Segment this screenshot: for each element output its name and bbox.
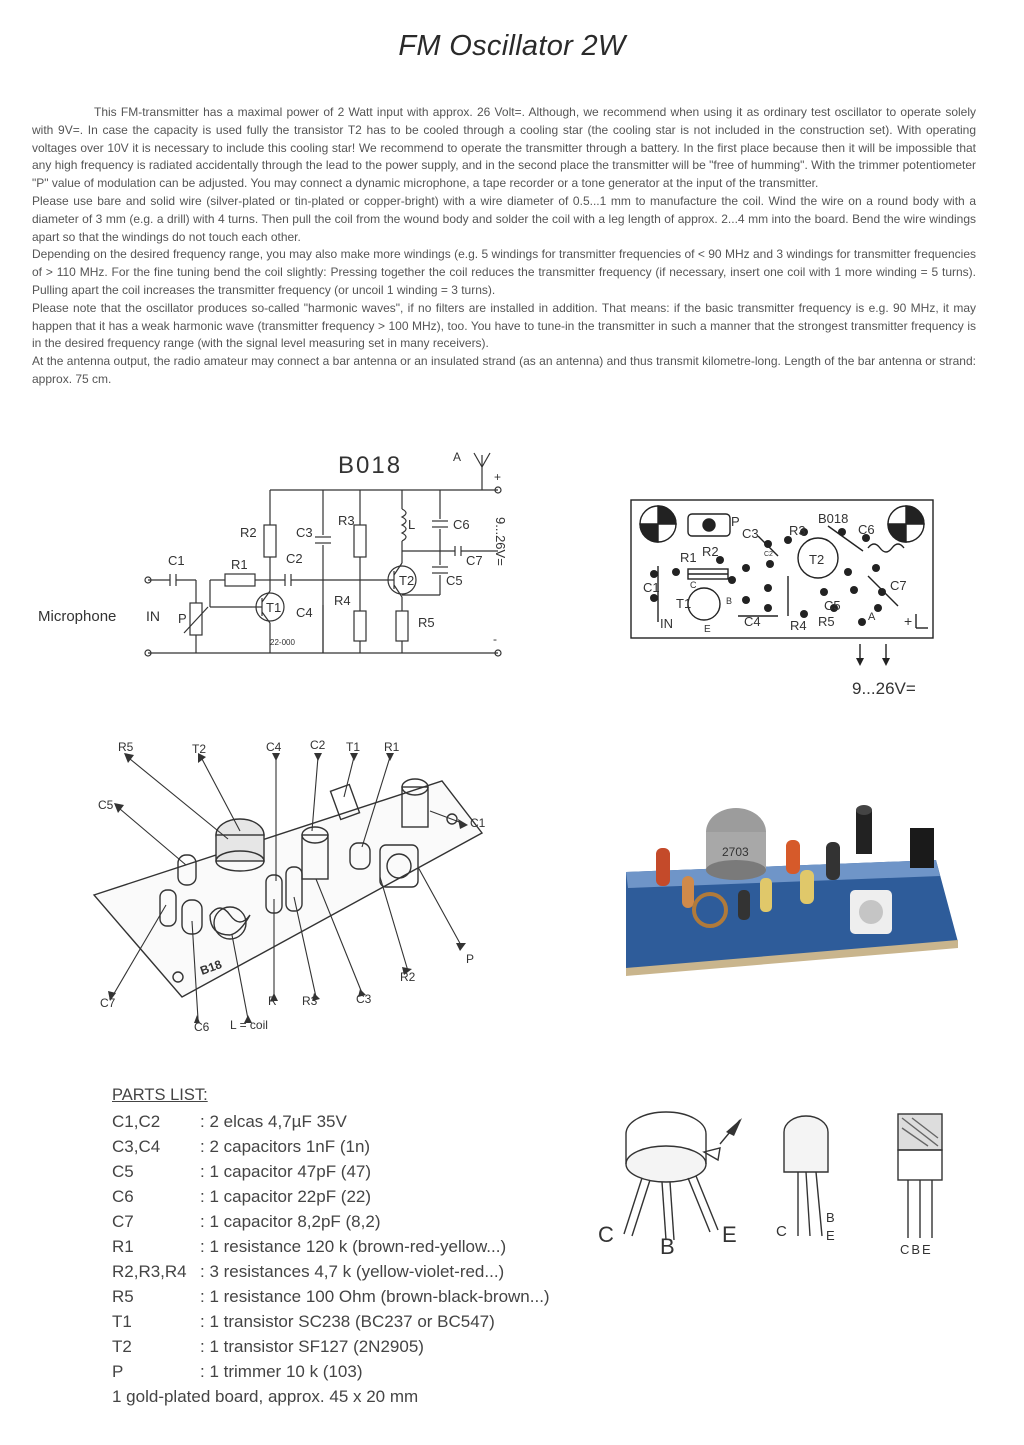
assembly-label-c7: C7: [100, 996, 116, 1010]
board-label-r3: R3: [789, 523, 806, 538]
part-ref: R5: [112, 1286, 134, 1306]
transistor-pinouts: [594, 1108, 954, 1256]
part-ref: C7: [112, 1211, 134, 1231]
list-item: [112, 1209, 632, 1234]
assembled-board-photo: [618, 792, 964, 978]
label-t2: T2: [399, 573, 415, 588]
list-item: [112, 1109, 632, 1134]
intro-paragraph: Please note that the oscillator produces so-called "harmonic waves", if no filters are installed in addition. That means: if the basic transmitter frequency is e.g. 90 MHz, it may happen that it has a weak harmonic wave (transmitter frequency > 100 MHz), too. You have to tune-in the transmitter in such a manner that the strongest transmitter frequency is in the desired frequency range (with the signal level measuring set in many receivers).: [32, 300, 976, 351]
label-c1: C1: [168, 553, 185, 568]
assembly-label-r2: R2: [400, 970, 416, 984]
label-c3: C3: [296, 525, 313, 540]
page-title: FM Oscillator 2W: [398, 30, 626, 62]
label-c2: C2: [286, 551, 303, 566]
in-label: IN: [146, 608, 160, 624]
board-label-c4: C4: [744, 614, 761, 629]
part-ref: R2,R3,R4: [112, 1261, 187, 1281]
board-label-r4: R4: [790, 618, 807, 633]
part-ref: C6: [112, 1186, 134, 1206]
board-label-r2: R2: [702, 544, 719, 559]
transistor-marking: 2703: [722, 845, 749, 859]
to92-pin-e: E: [826, 1228, 835, 1243]
label-r2: R2: [240, 525, 257, 540]
list-item: [112, 1284, 632, 1309]
to39-pin-c: C: [598, 1222, 614, 1247]
part-desc: : 1 resistance 100 Ohm (brown-black-brown...): [200, 1286, 550, 1306]
intro-text: [32, 104, 976, 389]
part-desc: : 1 transistor SC238 (BC237 or BC547): [200, 1311, 495, 1331]
part-ref: R1: [112, 1236, 134, 1256]
assembly-label-c5: C5: [98, 798, 114, 812]
list-item: [112, 1259, 632, 1284]
assembly-label-p: P: [466, 952, 475, 966]
assembly-drawing: [90, 735, 510, 1040]
assembly-board-marking: B18: [198, 957, 224, 978]
part-ref: T1: [112, 1311, 132, 1331]
list-item: [112, 1159, 632, 1184]
label-l: L: [408, 517, 416, 532]
schematic-title: B018: [338, 452, 403, 479]
assembly-label-c4: C4: [266, 740, 282, 754]
part-ref: C1,C2: [112, 1111, 161, 1131]
board-label-in: IN: [660, 616, 673, 631]
antenna-label: A: [453, 450, 462, 464]
board-label-r5: R5: [818, 614, 835, 629]
part-ref: P: [112, 1361, 124, 1381]
schematic-code: 22-000: [270, 638, 295, 647]
parts-list-footer: 1 gold-plated board, approx. 45 x 20 mm: [112, 1386, 419, 1406]
part-desc: : 1 resistance 120 k (brown-red-yellow...): [200, 1236, 507, 1256]
part-desc: : 1 trimmer 10 k (103): [200, 1361, 363, 1381]
circuit-schematic: [30, 445, 530, 670]
pcb-layout: [628, 496, 948, 702]
assembly-label-c6: C6: [194, 1020, 210, 1034]
board-label-c7: C7: [890, 578, 907, 593]
label-r5: R5: [418, 615, 435, 630]
intro-paragraph: Please use bare and solid wire (silver-plated or tin-plated or copper-bright) with a wire diameter of 0.5...1 mm to manufacture the coil. Wind the wire on a round body with a diameter of 3 mm (e.g. a drill) with 4 turns. Then pull the coil from the wound body and solder the coil with a leg length of approx. 2...4 mm into the board. Bend the wire windings apart so that the windings do not touch each other.: [32, 193, 976, 244]
list-item: [112, 1359, 632, 1384]
plus-label: +: [494, 470, 502, 484]
board-label-a: A: [868, 611, 876, 623]
supply-voltage-label: 9...26V=: [493, 517, 508, 566]
to39-pin-b: B: [660, 1234, 675, 1256]
part-ref: C5: [112, 1161, 134, 1181]
assembly-label-c3: C3: [356, 992, 372, 1006]
part-desc: : 1 capacitor 22pF (22): [200, 1186, 372, 1206]
microphone-label: Microphone: [38, 608, 117, 625]
minus-label: -: [493, 632, 497, 646]
parts-list-heading: PARTS LIST:: [112, 1086, 208, 1104]
list-item: [112, 1309, 632, 1334]
board-label-p: P: [731, 514, 740, 529]
intro-paragraph: This FM-transmitter has a maximal power of 2 Watt input with approx. 26 Volt=. Although, we recommend when using it as ordinary test oscillator to operate solely with 9V=. In case the capacity is used fully the transistor T2 has to be cooled through a cooling star (the cooling star is not included in the construction set). With operating voltages over 10V it is necessary to include this cooling star! We recommend to operate the transmitter through a battery. In the first place because then it will be impossible that any high frequency is radiated accidentally through the lead to the power supply, and in the second place the transmitter will be "free of humming". With the trimmer potentiometer "P" value of modulation can be adjusted. You may connect a dynamic microphone, a tape recorder or a tone generator at the input of the transmitter.: [32, 105, 976, 191]
label-r3: R3: [338, 513, 355, 528]
board-label-c3: C3: [742, 526, 759, 541]
assembly-label-r1: R1: [384, 740, 400, 754]
board-label-r1: R1: [680, 550, 697, 565]
label-c5: C5: [446, 573, 463, 588]
label-c7: C7: [466, 553, 483, 568]
board-label-t2: T2: [809, 552, 825, 567]
assembly-label-r: R: [268, 994, 277, 1008]
intro-paragraph: At the antenna output, the radio amateur may connect a bar antenna or an insulated strand (as an antenna) and thus transmit kilometre-long. Length of the bar antenna or strand: approx. 75 cm.: [32, 354, 976, 386]
board-voltage-label: 9...26V=: [852, 679, 916, 698]
label-c4: C4: [296, 605, 313, 620]
assembly-label-t2: T2: [192, 742, 207, 756]
label-r4: R4: [334, 593, 351, 608]
label-t1: T1: [266, 600, 282, 615]
part-desc: : 2 elcas 4,7µF 35V: [200, 1111, 347, 1131]
board-label-e: E: [704, 624, 711, 635]
flat-pin-cbe: CBE: [900, 1242, 933, 1256]
list-item: [112, 1134, 632, 1159]
board-label-c: C: [690, 580, 697, 590]
to92-pin-b: B: [826, 1210, 835, 1225]
board-label-c1: C1: [643, 580, 660, 595]
label-r1: R1: [231, 557, 248, 572]
part-ref: C3,C4: [112, 1136, 161, 1156]
board-label-c5: C5: [824, 598, 841, 613]
part-desc: : 1 transistor SF127 (2N2905): [200, 1336, 424, 1356]
part-desc: : 2 capacitors 1nF (1n): [200, 1136, 371, 1156]
part-desc: : 3 resistances 4,7 k (yellow-violet-red...): [200, 1261, 505, 1281]
intro-paragraph: Depending on the desired frequency range, you may also make more windings (e.g. 5 windings for transmitter frequencies of < 90 MHz and 3 windings for transmitter frequencies of > 110 MHz. For the fine tuning bend the coil slightly: Pressing together the coil reduces the transmitter frequency (if necessary, insert one coil with 1 more winding = 5 turns). Pulling apart the coil increases the transmitter frequency (or uncoil 1 winding = 3 turns).: [32, 247, 976, 297]
list-item: [112, 1184, 632, 1209]
assembly-label-r3: R3: [302, 994, 318, 1008]
label-c6: C6: [453, 517, 470, 532]
assembly-label-t1: T1: [346, 740, 361, 754]
board-title: B018: [818, 511, 849, 526]
label-p: P: [178, 611, 187, 626]
board-label-c2: C2: [764, 551, 773, 558]
list-item: [112, 1234, 632, 1259]
to39-pin-e: E: [722, 1222, 737, 1247]
assembly-label-c1: C1: [470, 816, 486, 830]
to92-pin-c: C: [776, 1223, 787, 1240]
assembly-label-coil: L = coil: [230, 1018, 268, 1032]
list-item: [112, 1334, 632, 1359]
parts-list: [112, 1086, 632, 1409]
assembly-label-r5: R5: [118, 740, 134, 754]
board-label-plus: +: [904, 613, 913, 629]
assembly-label-c2: C2: [310, 738, 326, 752]
board-label-c6: C6: [858, 522, 875, 537]
part-ref: T2: [112, 1336, 132, 1356]
board-label-b: B: [726, 596, 733, 606]
part-desc: : 1 capacitor 8,2pF (8,2): [200, 1211, 381, 1231]
board-label-t1: T1: [676, 596, 692, 611]
part-desc: : 1 capacitor 47pF (47): [200, 1161, 372, 1181]
